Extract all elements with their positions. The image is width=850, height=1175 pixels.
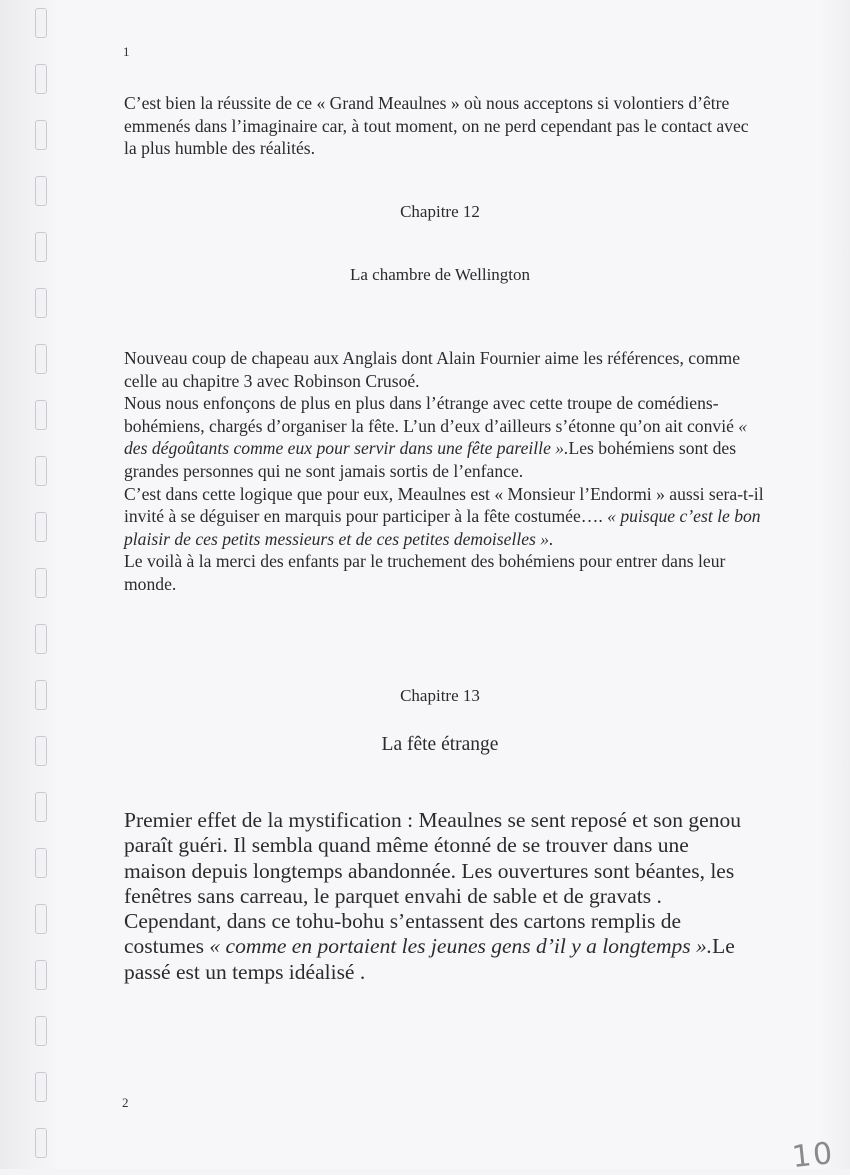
chapter-12-body — [124, 347, 764, 596]
quotation: « puisque c’est le bon plaisir de ces petits messieurs et de ces petites demoiselles ». — [124, 506, 761, 549]
binder-hole — [35, 120, 47, 150]
binder-hole — [35, 400, 47, 430]
quotation: « comme en portaient les jeunes gens d’il y a longtemps ». — [209, 934, 713, 959]
binder-hole — [35, 904, 47, 934]
chapter-13-body — [124, 808, 754, 985]
chapter-12-paragraph-3 — [124, 483, 764, 551]
paragraph-text: Nous nous enfonçons de plus en plus dans l’étrange avec cette troupe de comédiens-bohémiens, chargés d’organiser la fête. L’un d’eux d’ailleurs s’étonne qu’on ait convié — [124, 393, 739, 436]
binder-hole — [35, 568, 47, 598]
binder-hole — [35, 960, 47, 990]
binder-hole — [35, 848, 47, 878]
binder-hole — [35, 1072, 47, 1102]
chapter-12-paragraph-4: Le voilà à la merci des enfants par le truchement des bohémiens pour entrer dans leur monde. — [124, 551, 726, 594]
chapter-13-paragraph-1 — [124, 808, 754, 985]
binder-hole — [35, 232, 47, 262]
chapter-12-paragraph-2 — [124, 392, 764, 482]
binder-hole — [35, 344, 47, 374]
binder-holes — [35, 0, 49, 1169]
page-number-top: 1 — [123, 44, 130, 59]
handwritten-page-mark: 10 — [790, 1135, 836, 1175]
chapter-12-title: La chambre de Wellington — [349, 265, 531, 284]
paragraph-text: C’est dans cette logique que pour eux, Meaulnes est « Monsieur l’Endormi » aussi sera-t-il invité à se déguiser en marquis pour participer à la fête costumée…. — [124, 483, 764, 527]
binder-hole — [35, 64, 47, 94]
binder-hole — [35, 624, 47, 654]
binder-hole — [35, 1128, 47, 1158]
page-number-bottom: 2 — [122, 1095, 129, 1110]
chapter-12-paragraph-1: Nouveau coup de chapeau aux Anglais dont Alain Fournier aime les références, comme celle au chapitre 3 avec Robinson Crusoé. — [124, 348, 741, 391]
intro-text: C’est bien la réussite de ce « Grand Meaulnes » où nous acceptons si volontiers d’être emmenés dans l’imaginaire car, à tout moment, on ne perd cependant pas le contact avec la plus humble des réalités. — [124, 93, 749, 159]
paragraph-text: Les bohémiens sont des grandes personnes qui ne sont jamais sortis de l’enfance. — [124, 438, 737, 481]
intro-paragraph — [124, 92, 764, 160]
paragraph-text: Le passé est un temps idéalisé . — [124, 934, 735, 984]
quotation: « des dégoûtants comme eux pour servir dans une fête pareille ». — [124, 415, 748, 459]
paragraph-text: Premier effet de la mystification : Meaulnes se sent reposé et son genou paraît guéri. Il sembla quand même étonné de se trouver dans une maison depuis longtemps abandonnée. Les ouvertures sont béantes, les fenêtres sans carreau, le parquet envahi de sable et de gravats . Cependant, dans ce tohu-bohu s’entassent des cartons remplis de costumes — [124, 808, 741, 959]
binder-hole — [35, 8, 47, 38]
chapter-13-title: La fête étrange — [381, 734, 499, 755]
binder-hole — [35, 288, 47, 318]
binder-hole — [35, 1016, 47, 1046]
chapter-13-label: Chapitre 13 — [400, 686, 480, 705]
binder-hole — [35, 792, 47, 822]
binder-hole — [35, 512, 47, 542]
binder-hole — [35, 456, 47, 486]
chapter-12-label: Chapitre 12 — [400, 202, 480, 221]
